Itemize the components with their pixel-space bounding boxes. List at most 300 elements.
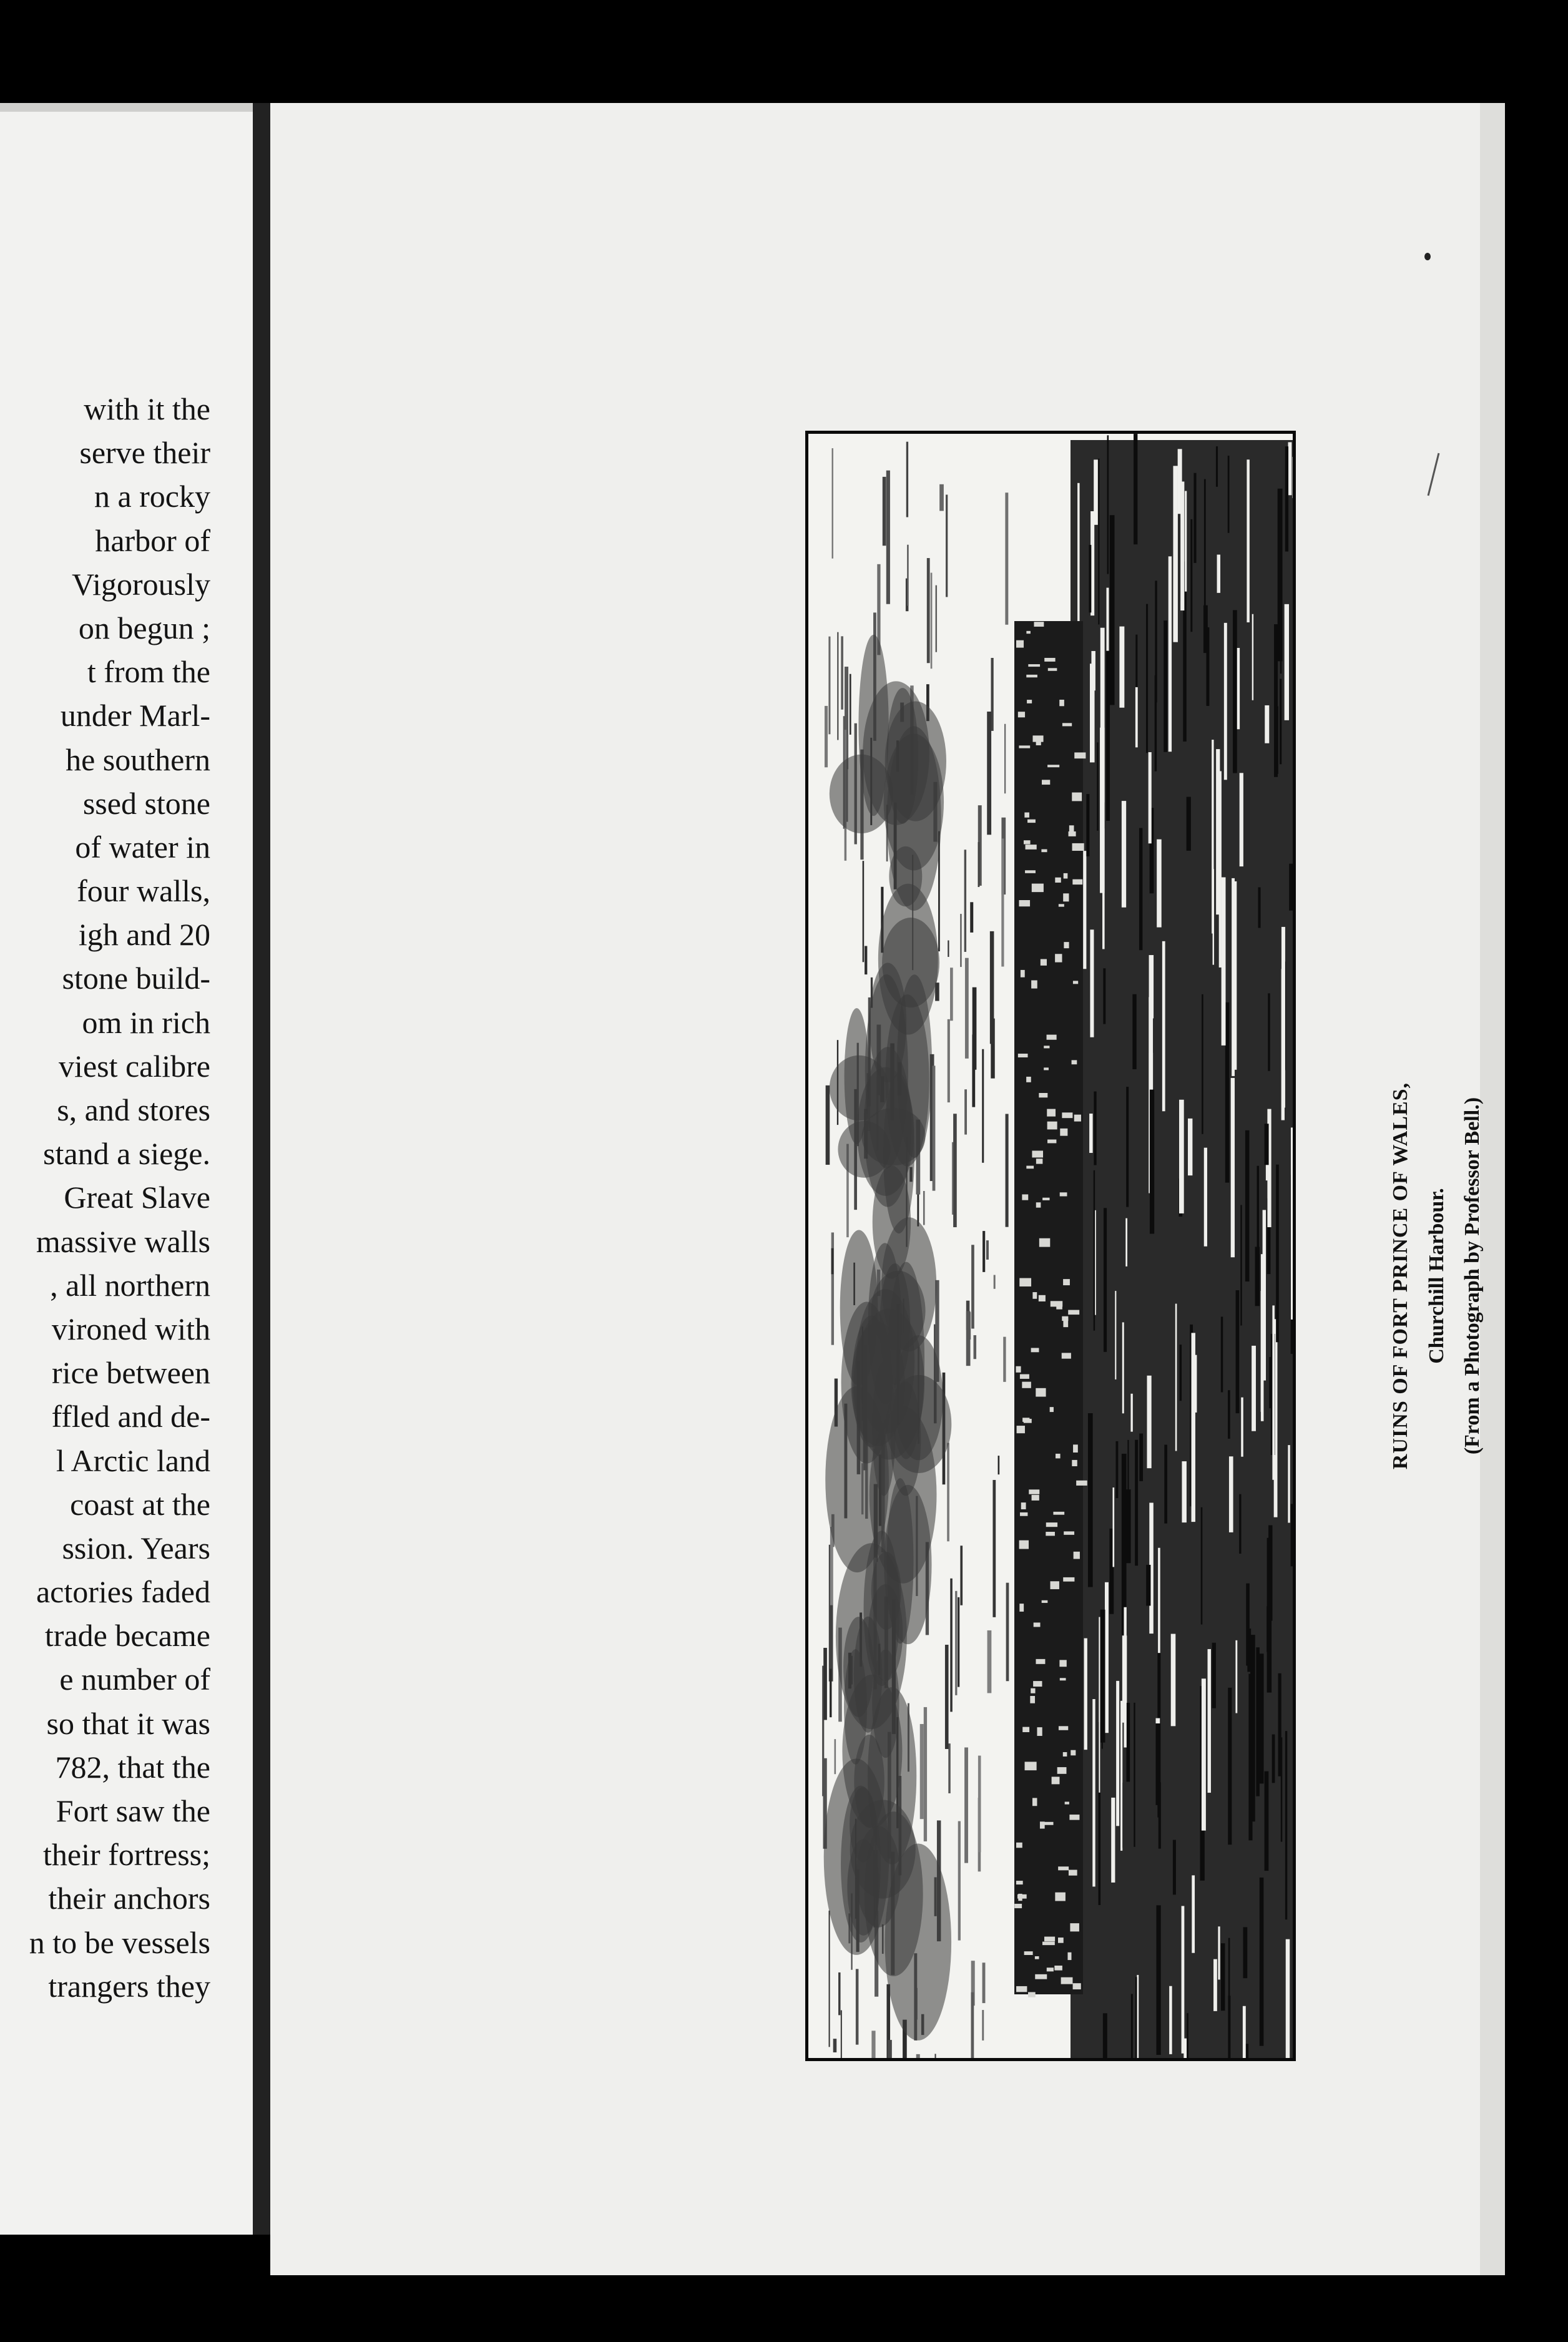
text-line: n to be vessels (29, 1924, 210, 1960)
sky-streak (931, 573, 933, 669)
wall-stone (1017, 1894, 1027, 1899)
wall-stone (1042, 1198, 1049, 1200)
ground-hatch (1125, 1218, 1127, 1267)
ground-hatch (1169, 556, 1172, 752)
cloud-mark (845, 1008, 870, 1144)
ground-hatch (1224, 623, 1227, 780)
wall-stone (1064, 942, 1069, 948)
wall-stone (1060, 1192, 1067, 1196)
ground-hatch (1089, 545, 1092, 612)
sky-streak (936, 586, 937, 652)
ground-hatch (1258, 887, 1261, 928)
wall-stone (1037, 1727, 1042, 1736)
ground-hatch (1232, 878, 1235, 1076)
sky-streak (986, 1240, 989, 1260)
sky-streak (965, 958, 969, 1059)
ground-hatch (1247, 459, 1249, 622)
ground-hatch (1216, 446, 1218, 487)
ground-hatch (1164, 1445, 1167, 1524)
ground-hatch (1228, 1390, 1230, 1439)
text-line: viest calibre (59, 1048, 210, 1084)
sky-streak (971, 1992, 974, 2058)
ground-hatch (1122, 1322, 1124, 1413)
ground-hatch (1261, 1291, 1263, 1412)
sky-streak (830, 1527, 833, 1605)
wall-stone (1019, 900, 1031, 906)
wall-stone (1060, 1678, 1066, 1680)
text-line: so that it was (46, 1705, 210, 1741)
wall-stone (1024, 813, 1029, 818)
sky-streak (948, 941, 949, 957)
sky-streak (982, 1231, 985, 1272)
ground-hatch (1173, 466, 1177, 642)
ground-hatch (1182, 1461, 1186, 1522)
wall-stone (1057, 1767, 1067, 1774)
cloud-mark (830, 755, 893, 833)
sky-streak (966, 1311, 971, 1366)
wall-stone (1063, 1577, 1074, 1582)
sky-streak (835, 1739, 836, 1774)
text-line: e number of (59, 1662, 210, 1697)
wall-stone (1028, 1992, 1036, 1997)
ground-hatch (1182, 1906, 1185, 2053)
wall-stone (1070, 1923, 1079, 1931)
text-line: 782, that the (55, 1749, 210, 1785)
ground-hatch (1099, 1617, 1100, 1793)
ground-hatch (1221, 1943, 1225, 2011)
wall-stone (1040, 1821, 1045, 1828)
ground-hatch (1252, 1346, 1256, 1431)
wall-stone (1063, 1279, 1070, 1285)
ground-hatch (1285, 604, 1289, 720)
wall-stone (1018, 1054, 1028, 1057)
ground-hatch (1179, 1100, 1184, 1213)
wall-stone (1026, 631, 1031, 634)
sky-streak (1005, 492, 1008, 625)
ground-hatch (1213, 1959, 1217, 2011)
text-line: on begun ; (78, 610, 210, 645)
left-page-edge (0, 103, 284, 112)
ground-hatch (1276, 1165, 1279, 1343)
figure-caption-rotated (1382, 870, 1491, 1682)
text-line: of water in (75, 829, 210, 865)
ground-hatch (1203, 605, 1208, 653)
ground-hatch (1157, 1905, 1161, 2055)
ground-hatch (1272, 1735, 1275, 1783)
text-line: he southern (66, 742, 210, 777)
ground-hatch (1280, 679, 1281, 765)
wall-stone (1032, 1150, 1043, 1157)
cloud-mark (873, 1165, 911, 1278)
ground-hatch (1150, 1090, 1154, 1234)
text-line: n a rocky (94, 479, 210, 514)
sky-streak (964, 850, 966, 952)
wall-stone (1025, 870, 1036, 873)
wall-stone (1025, 1761, 1037, 1770)
ground-hatch (1116, 1681, 1119, 1826)
left-page-text (0, 387, 210, 2008)
ground-hatch (1235, 1640, 1237, 1713)
sky-streak (950, 1579, 953, 1712)
ground-hatch (1188, 1119, 1192, 1175)
ground-hatch (1219, 771, 1222, 968)
cloud-mark (870, 963, 906, 1082)
ground-hatch (1135, 1977, 1137, 2058)
ground-hatch (1274, 624, 1278, 777)
wall-stone (1047, 765, 1059, 767)
wall-stone (1058, 1866, 1069, 1870)
ground-hatch (1288, 442, 1292, 495)
ground-hatch (1228, 1688, 1232, 1845)
wall-stone (1024, 1951, 1033, 1955)
sky-streak (950, 968, 953, 1021)
sky-streak (826, 1085, 830, 1165)
ground-hatch (1094, 1170, 1095, 1331)
ground-hatch (1100, 728, 1105, 893)
wall-stone (1039, 1093, 1047, 1097)
sky-streak (833, 2039, 837, 2052)
sky-streak (978, 842, 980, 887)
ground-hatch (1134, 434, 1137, 544)
ground-hatch (1105, 1582, 1109, 1733)
ground-hatch (1265, 705, 1269, 743)
wall-stone (1047, 1122, 1057, 1130)
sky-streak (953, 1114, 957, 1227)
sky-streak (828, 637, 830, 735)
sky-streak (907, 545, 909, 606)
wall-stone (1031, 981, 1037, 989)
ground-hatch (1204, 479, 1206, 615)
sky-streak (987, 712, 991, 835)
ground-hatch (1094, 459, 1098, 524)
ground-hatch (1147, 1376, 1151, 1468)
wall-stone (1034, 1622, 1041, 1627)
ground-hatch (1103, 968, 1105, 1024)
ground-hatch (1173, 1840, 1176, 1895)
wall-stone (1062, 1353, 1071, 1358)
text-line: stone build- (62, 961, 210, 996)
ground-hatch (1103, 2013, 1107, 2058)
wall-stone (1032, 884, 1044, 893)
wall-stone (1016, 1366, 1021, 1373)
ground-hatch (1088, 1413, 1093, 1587)
wall-stone (1062, 723, 1072, 726)
wall-stone (1017, 1426, 1025, 1433)
text-line: s, and stores (57, 1092, 210, 1127)
sky-streak (830, 1668, 831, 1717)
sky-streak (825, 706, 828, 767)
wall-stone (1071, 1750, 1076, 1756)
text-line: ssed stone (82, 785, 210, 821)
ground-hatch (1192, 1875, 1195, 1952)
sky-streak (871, 2031, 875, 2058)
ground-hatch (1263, 1210, 1266, 1380)
ground-hatch (1288, 1445, 1290, 1522)
ground-hatch (1245, 1130, 1250, 1281)
ground-hatch (1092, 1699, 1095, 1886)
wall-stone (1064, 1531, 1074, 1534)
ground-hatch (1155, 675, 1157, 772)
ground-hatch (1102, 1655, 1103, 1749)
wall-stone (1035, 1956, 1039, 1959)
wall-stone (1072, 1460, 1077, 1466)
sky-streak (947, 1443, 949, 1542)
ground-hatch (1231, 1078, 1235, 1257)
sky-streak (948, 1019, 950, 1102)
sky-streak (946, 494, 948, 597)
sky-streak (1003, 1337, 1006, 1382)
wall-stone (1074, 752, 1085, 758)
text-line: with it the (84, 391, 210, 426)
wall-stone (1044, 1937, 1055, 1942)
sky-streak (837, 632, 838, 740)
ground-hatch (1089, 1114, 1092, 1153)
wall-stone (1042, 1600, 1048, 1603)
ground-hatch (1255, 1247, 1260, 1306)
wall-stone (1059, 700, 1064, 706)
sky-streak (865, 946, 867, 974)
ground-hatch (1116, 1441, 1119, 1498)
sky-streak (958, 1597, 959, 1687)
ground-hatch (1083, 851, 1086, 969)
ground-hatch (1187, 797, 1191, 851)
wall-stone (1016, 1881, 1023, 1884)
ground-hatch (1139, 828, 1142, 950)
wall-stone (1042, 1942, 1055, 1946)
ground-hatch (1135, 1440, 1138, 1566)
sky-streak (850, 674, 851, 735)
text-line: massive walls (36, 1223, 210, 1259)
sky-streak (823, 1648, 827, 1720)
ground-hatch (1278, 489, 1283, 662)
wall-stone (1032, 735, 1043, 742)
wall-stone (1031, 1688, 1035, 1693)
ground-hatch (1175, 1304, 1177, 1451)
sky-streak (948, 1743, 950, 1793)
text-line: stand a siege. (43, 1136, 210, 1172)
cloud-mark (871, 1552, 901, 1630)
wall-stone (1026, 675, 1037, 677)
wall-stone (1055, 954, 1062, 962)
text-line: rice between (51, 1355, 210, 1391)
sky-streak (1006, 1114, 1009, 1227)
sky-streak (1004, 724, 1006, 793)
wall-stone (1044, 658, 1055, 662)
wall-stone (1062, 1316, 1068, 1321)
wall-stone (1044, 1822, 1053, 1825)
sky-streak (945, 1645, 949, 1749)
ground-hatch (1291, 1127, 1293, 1320)
wall-stone (1073, 981, 1078, 984)
wall-stone (1051, 1581, 1059, 1589)
ground-hatch (1126, 1703, 1130, 1781)
sky-streak (831, 1248, 834, 1275)
wall-stone (1059, 1660, 1066, 1667)
wall-stone (1032, 1798, 1037, 1806)
ground-hatch (1240, 773, 1243, 866)
ground-hatch (1149, 752, 1152, 843)
ground-hatch (1084, 1639, 1087, 1750)
ground-hatch (1115, 1291, 1116, 1379)
text-line: their anchors (48, 1881, 210, 1916)
ground-hatch (1267, 1538, 1272, 1693)
wall-stone (1021, 970, 1025, 977)
wall-stone (1053, 1512, 1064, 1515)
wall-stone (1069, 825, 1074, 831)
wall-stone (1041, 959, 1047, 965)
sky-streak (994, 1275, 996, 1289)
wall-stone (1072, 843, 1084, 851)
ground-hatch (1239, 1494, 1241, 1554)
text-line: l Arctic land (56, 1443, 210, 1478)
ground-hatch (1208, 1649, 1211, 1793)
wall-stone (1059, 1726, 1068, 1730)
wall-stone (1027, 820, 1036, 823)
ground-hatch (1252, 614, 1253, 700)
wall-stone (1024, 840, 1031, 844)
sky-streak (856, 1969, 859, 2044)
wall-stone (1019, 1541, 1029, 1549)
ground-hatch (1135, 687, 1138, 747)
sky-streak (927, 558, 930, 663)
text-line: t from the (87, 654, 210, 690)
ground-hatch (1155, 1723, 1160, 1805)
wall-stone (1048, 668, 1057, 671)
ground-hatch (1124, 1607, 1126, 1748)
sky-streak (964, 1089, 967, 1134)
ground-hatch (1243, 1927, 1247, 1978)
wall-stone (1041, 849, 1047, 852)
wall-stone (1052, 1776, 1060, 1784)
text-line: trade became (44, 1618, 210, 1654)
ground-hatch (1178, 449, 1182, 514)
sky-streak (992, 1480, 996, 1617)
wall-stone (1034, 622, 1044, 627)
wall-stone (1027, 700, 1032, 703)
wall-stone (1029, 1489, 1039, 1494)
ground-hatch (1265, 1771, 1269, 1871)
sky-streak (832, 448, 833, 559)
cloud-mark (885, 702, 946, 821)
text-line: under Marl- (60, 698, 210, 733)
wall-stone (1063, 1752, 1067, 1757)
wall-stone (1016, 1843, 1022, 1848)
sky-streak (972, 1034, 975, 1107)
wall-stone (1019, 1604, 1024, 1612)
wall-stone (1016, 640, 1024, 648)
text-line: serve their (79, 435, 210, 471)
ground-hatch (1185, 491, 1187, 592)
wall-stone (1072, 1060, 1077, 1064)
text-line: Vigorously (72, 566, 210, 602)
ground-hatch (1193, 473, 1196, 563)
sky-streak (916, 2054, 920, 2058)
ground-hatch (1091, 651, 1095, 690)
sky-streak (1006, 1583, 1009, 1682)
ground-hatch (1268, 993, 1270, 1071)
sky-streak (964, 1747, 968, 1863)
wall-stone (1044, 1067, 1049, 1070)
ground-hatch (1292, 457, 1293, 498)
wall-stone (1016, 1986, 1027, 1992)
cloud-mark (865, 1811, 923, 1976)
ground-hatch (1221, 1316, 1223, 1392)
text-line: harbor of (95, 522, 210, 558)
wall-stone (1033, 1681, 1042, 1687)
wall-stone (1056, 1304, 1062, 1310)
text-line: , all northern (50, 1267, 210, 1303)
wall-stone (1014, 1904, 1022, 1908)
ground-hatch (1120, 1701, 1122, 1851)
text-line: Great Slave (64, 1180, 210, 1215)
wall-stone (1032, 1495, 1039, 1501)
book-gutter (253, 103, 270, 2235)
ground-hatch (1171, 1634, 1176, 1727)
wall-stone (1055, 878, 1061, 883)
ground-hatch (1212, 1643, 1216, 1708)
ground-hatch (1202, 994, 1203, 1134)
sky-streak (920, 1724, 924, 1819)
sky-streak (991, 658, 994, 731)
ground-hatch (1260, 1878, 1264, 2046)
ground-hatch (1222, 877, 1226, 1045)
sky-streak (990, 931, 994, 1044)
ground-hatch (1233, 610, 1237, 773)
ink-speck (1424, 253, 1431, 260)
sky-streak (829, 1911, 830, 2047)
wall-stone (1022, 1194, 1028, 1200)
wall-stone (1074, 1115, 1081, 1122)
ground-hatch (1272, 1305, 1275, 1479)
wall-stone (1056, 1454, 1061, 1458)
ground-hatch (1126, 1087, 1129, 1207)
text-line: Fort saw the (56, 1793, 210, 1828)
text-line: four walls, (77, 873, 210, 909)
wall-stone (1035, 1974, 1047, 1979)
wall-stone (1072, 793, 1082, 801)
sky-streak (939, 484, 944, 511)
sky-streak (960, 1546, 963, 1605)
ground-hatch (1240, 1205, 1242, 1325)
wall-stone (1061, 1977, 1073, 1984)
wall-stone (1026, 845, 1037, 850)
wall-stone (1026, 1166, 1034, 1169)
ground-hatch (1098, 459, 1099, 625)
ground-hatch (1256, 1647, 1260, 1796)
ground-hatch (1135, 635, 1137, 692)
text-line: trangers they (48, 1968, 210, 2004)
ground-hatch (1247, 1629, 1251, 1672)
ground-hatch (1228, 1938, 1230, 2054)
caption-title: RUINS OF FORT PRINCE OF WALES, (1389, 1082, 1412, 1470)
cloud-mark (856, 1289, 914, 1434)
ground-hatch (1111, 1798, 1115, 1883)
sky-streak (982, 1049, 984, 1163)
wall-stone (1055, 1893, 1066, 1901)
wall-stone (1032, 1292, 1037, 1299)
wall-stone (1067, 1952, 1071, 1960)
wall-stone (1047, 1035, 1057, 1040)
sky-streak (924, 1707, 927, 1841)
wall-stone (1021, 1502, 1026, 1509)
cloud-mark (844, 1649, 867, 1765)
wall-stone (1068, 1310, 1079, 1315)
ground-hatch (1137, 1975, 1139, 2058)
ground-hatch (1107, 435, 1109, 574)
wall-stone (1074, 1552, 1080, 1559)
wall-stone (1063, 893, 1069, 901)
wall-stone (1026, 1077, 1031, 1082)
